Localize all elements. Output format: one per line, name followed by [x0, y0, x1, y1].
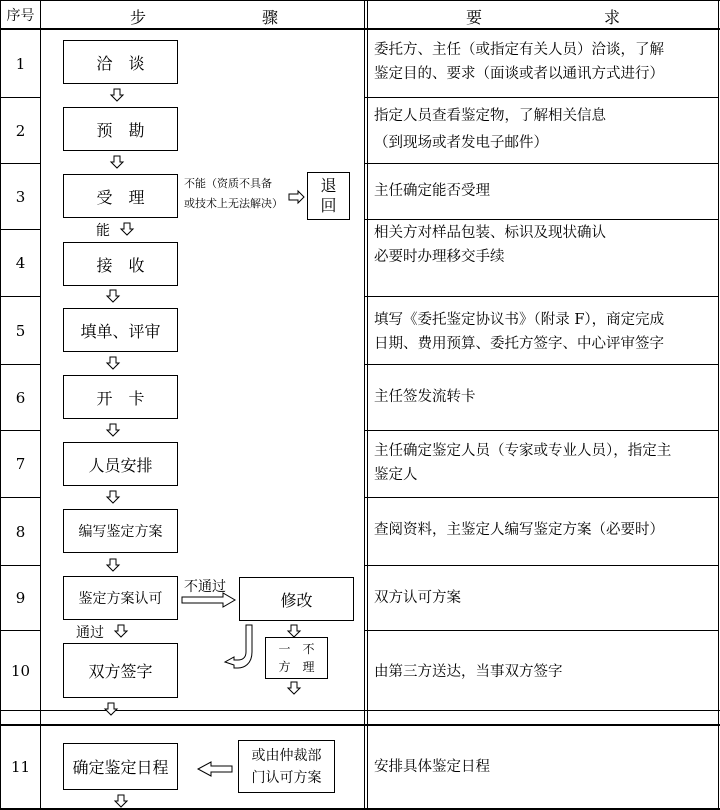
right-arrow [181, 592, 237, 608]
row-number: 8 [15, 522, 26, 541]
down-arrow [120, 222, 134, 236]
down-arrow [106, 289, 120, 303]
down-arrow [104, 702, 118, 716]
not-pass-label: 不通过 [184, 579, 226, 595]
step-box-accept: 受 理 [63, 174, 178, 218]
col-line-req-b [367, 0, 368, 810]
step-box-receive: 接 收 [63, 242, 178, 286]
row-number: 7 [15, 455, 26, 473]
header-seq: 序号 [6, 7, 35, 24]
return-box [307, 172, 350, 220]
table-border-top [0, 0, 720, 1]
row-divider [0, 724, 720, 726]
requirement-line: 鉴定目的、要求（面谈或者以通讯方式进行） [374, 66, 664, 82]
requirement-text [374, 38, 664, 86]
col-line-right [718, 0, 719, 810]
row-divider [364, 219, 719, 220]
step-box-schedule: 确定鉴定日程 [63, 743, 178, 790]
down-arrow [106, 490, 120, 504]
row-number: 6 [15, 388, 26, 407]
requirement-line: 鉴定人 [374, 467, 418, 483]
requirement-line: 日期、费用预算、委托方签字、中心评审签字 [374, 336, 664, 352]
disagree-box [265, 637, 328, 679]
step-box-survey: 预 勘 [63, 107, 178, 151]
arbitration-box-line: 门认可方案 [251, 769, 322, 786]
requirement-line: 必要时办理移交手续 [374, 249, 505, 265]
requirement-text [374, 221, 606, 269]
step-box-negotiate: 洽 谈 [63, 40, 178, 84]
requirement-text [374, 104, 606, 155]
header-step-left: 步 [130, 8, 147, 27]
col-line-seq [40, 0, 41, 810]
row-divider [364, 163, 719, 164]
row-number: 1 [15, 54, 26, 73]
requirement-text [374, 308, 664, 356]
arbitration-box [238, 740, 335, 793]
row-divider [364, 364, 719, 365]
step-box-plan-approval: 鉴定方案认可 [63, 576, 178, 620]
pass-label: 通过 [76, 625, 104, 641]
row-number: 11 [10, 758, 31, 776]
requirement-text [374, 439, 671, 487]
row-number: 5 [15, 321, 26, 340]
down-arrow [110, 155, 124, 169]
right-arrow [288, 190, 306, 204]
down-arrow [106, 558, 120, 572]
row-divider [364, 497, 719, 498]
row-number: 10 [10, 661, 31, 680]
requirement-text [374, 385, 476, 409]
down-arrow [114, 624, 128, 638]
header-req-right: 求 [604, 8, 621, 27]
row-divider [364, 630, 719, 631]
row-number: 9 [15, 589, 26, 607]
down-arrow [114, 794, 128, 808]
requirement-line: 相关方对样品包装、标识及现状确认 [374, 225, 606, 241]
requirement-text [374, 179, 490, 203]
row-number: 2 [15, 121, 26, 140]
step-box-review: 填单、评审 [63, 308, 178, 352]
requirement-line: 委托方、主任（或指定有关人员）洽谈，了解 [374, 42, 664, 58]
requirement-text [374, 660, 563, 684]
reject-note-line: 或技术上无法解决） [184, 197, 283, 210]
header-divider [0, 28, 720, 30]
return-box-line: 回 [320, 196, 337, 215]
modify-box: 修改 [239, 577, 354, 621]
row-divider [364, 97, 719, 98]
down-arrow [287, 681, 301, 695]
header-req-left: 要 [466, 8, 483, 27]
row-number: 3 [15, 187, 26, 206]
curved-return-arrow [222, 624, 254, 670]
row-number: 4 [15, 254, 26, 272]
row-divider [364, 430, 719, 431]
left-arrow [197, 761, 233, 777]
requirement-line: 双方认可方案 [374, 590, 461, 606]
step-box-write-plan: 编写鉴定方案 [63, 509, 178, 553]
requirement-line: 填写《委托鉴定协议书》（附录 F），商定完成 [374, 312, 665, 328]
requirement-line: 主任确定能否受理 [374, 183, 490, 199]
disagree-box-line: 一 不 [278, 642, 315, 656]
step-box-sign: 双方签字 [63, 643, 178, 698]
row-divider [364, 296, 719, 297]
reject-note-line: 不能（资质不具备 [184, 177, 272, 190]
down-arrow [106, 356, 120, 370]
requirement-text [374, 586, 461, 610]
requirement-line: 安排具体鉴定日程 [374, 759, 490, 775]
can-label: 能 [96, 223, 110, 239]
requirement-line: 查阅资料，主鉴定人编写鉴定方案（必要时） [374, 522, 664, 538]
step-box-open-card: 开 卡 [63, 375, 178, 419]
step-box-staffing: 人员安排 [63, 442, 178, 486]
down-arrow [106, 423, 120, 437]
down-arrow [110, 88, 124, 102]
reject-note [184, 176, 283, 211]
disagree-box-line: 方 理 [278, 660, 315, 674]
requirement-line: 主任确定鉴定人员（专家或专业人员），指定主 [374, 443, 672, 459]
row-divider [364, 565, 719, 566]
return-box-line: 退 [320, 176, 337, 195]
header-step-right: 骤 [262, 8, 279, 27]
requirement-line: 由第三方送达，当事双方签字 [374, 664, 563, 680]
arbitration-box-line: 或由仲裁部 [251, 747, 322, 764]
requirement-line: 主任签发流转卡 [374, 389, 476, 405]
requirement-text [374, 518, 664, 542]
down-arrow [287, 624, 301, 638]
requirement-text [374, 755, 490, 779]
requirement-line: 指定人员查看鉴定物，了解相关信息 [374, 108, 606, 124]
requirement-line: （到现场或者发电子邮件） [374, 135, 548, 151]
col-line-req-a [364, 0, 365, 810]
